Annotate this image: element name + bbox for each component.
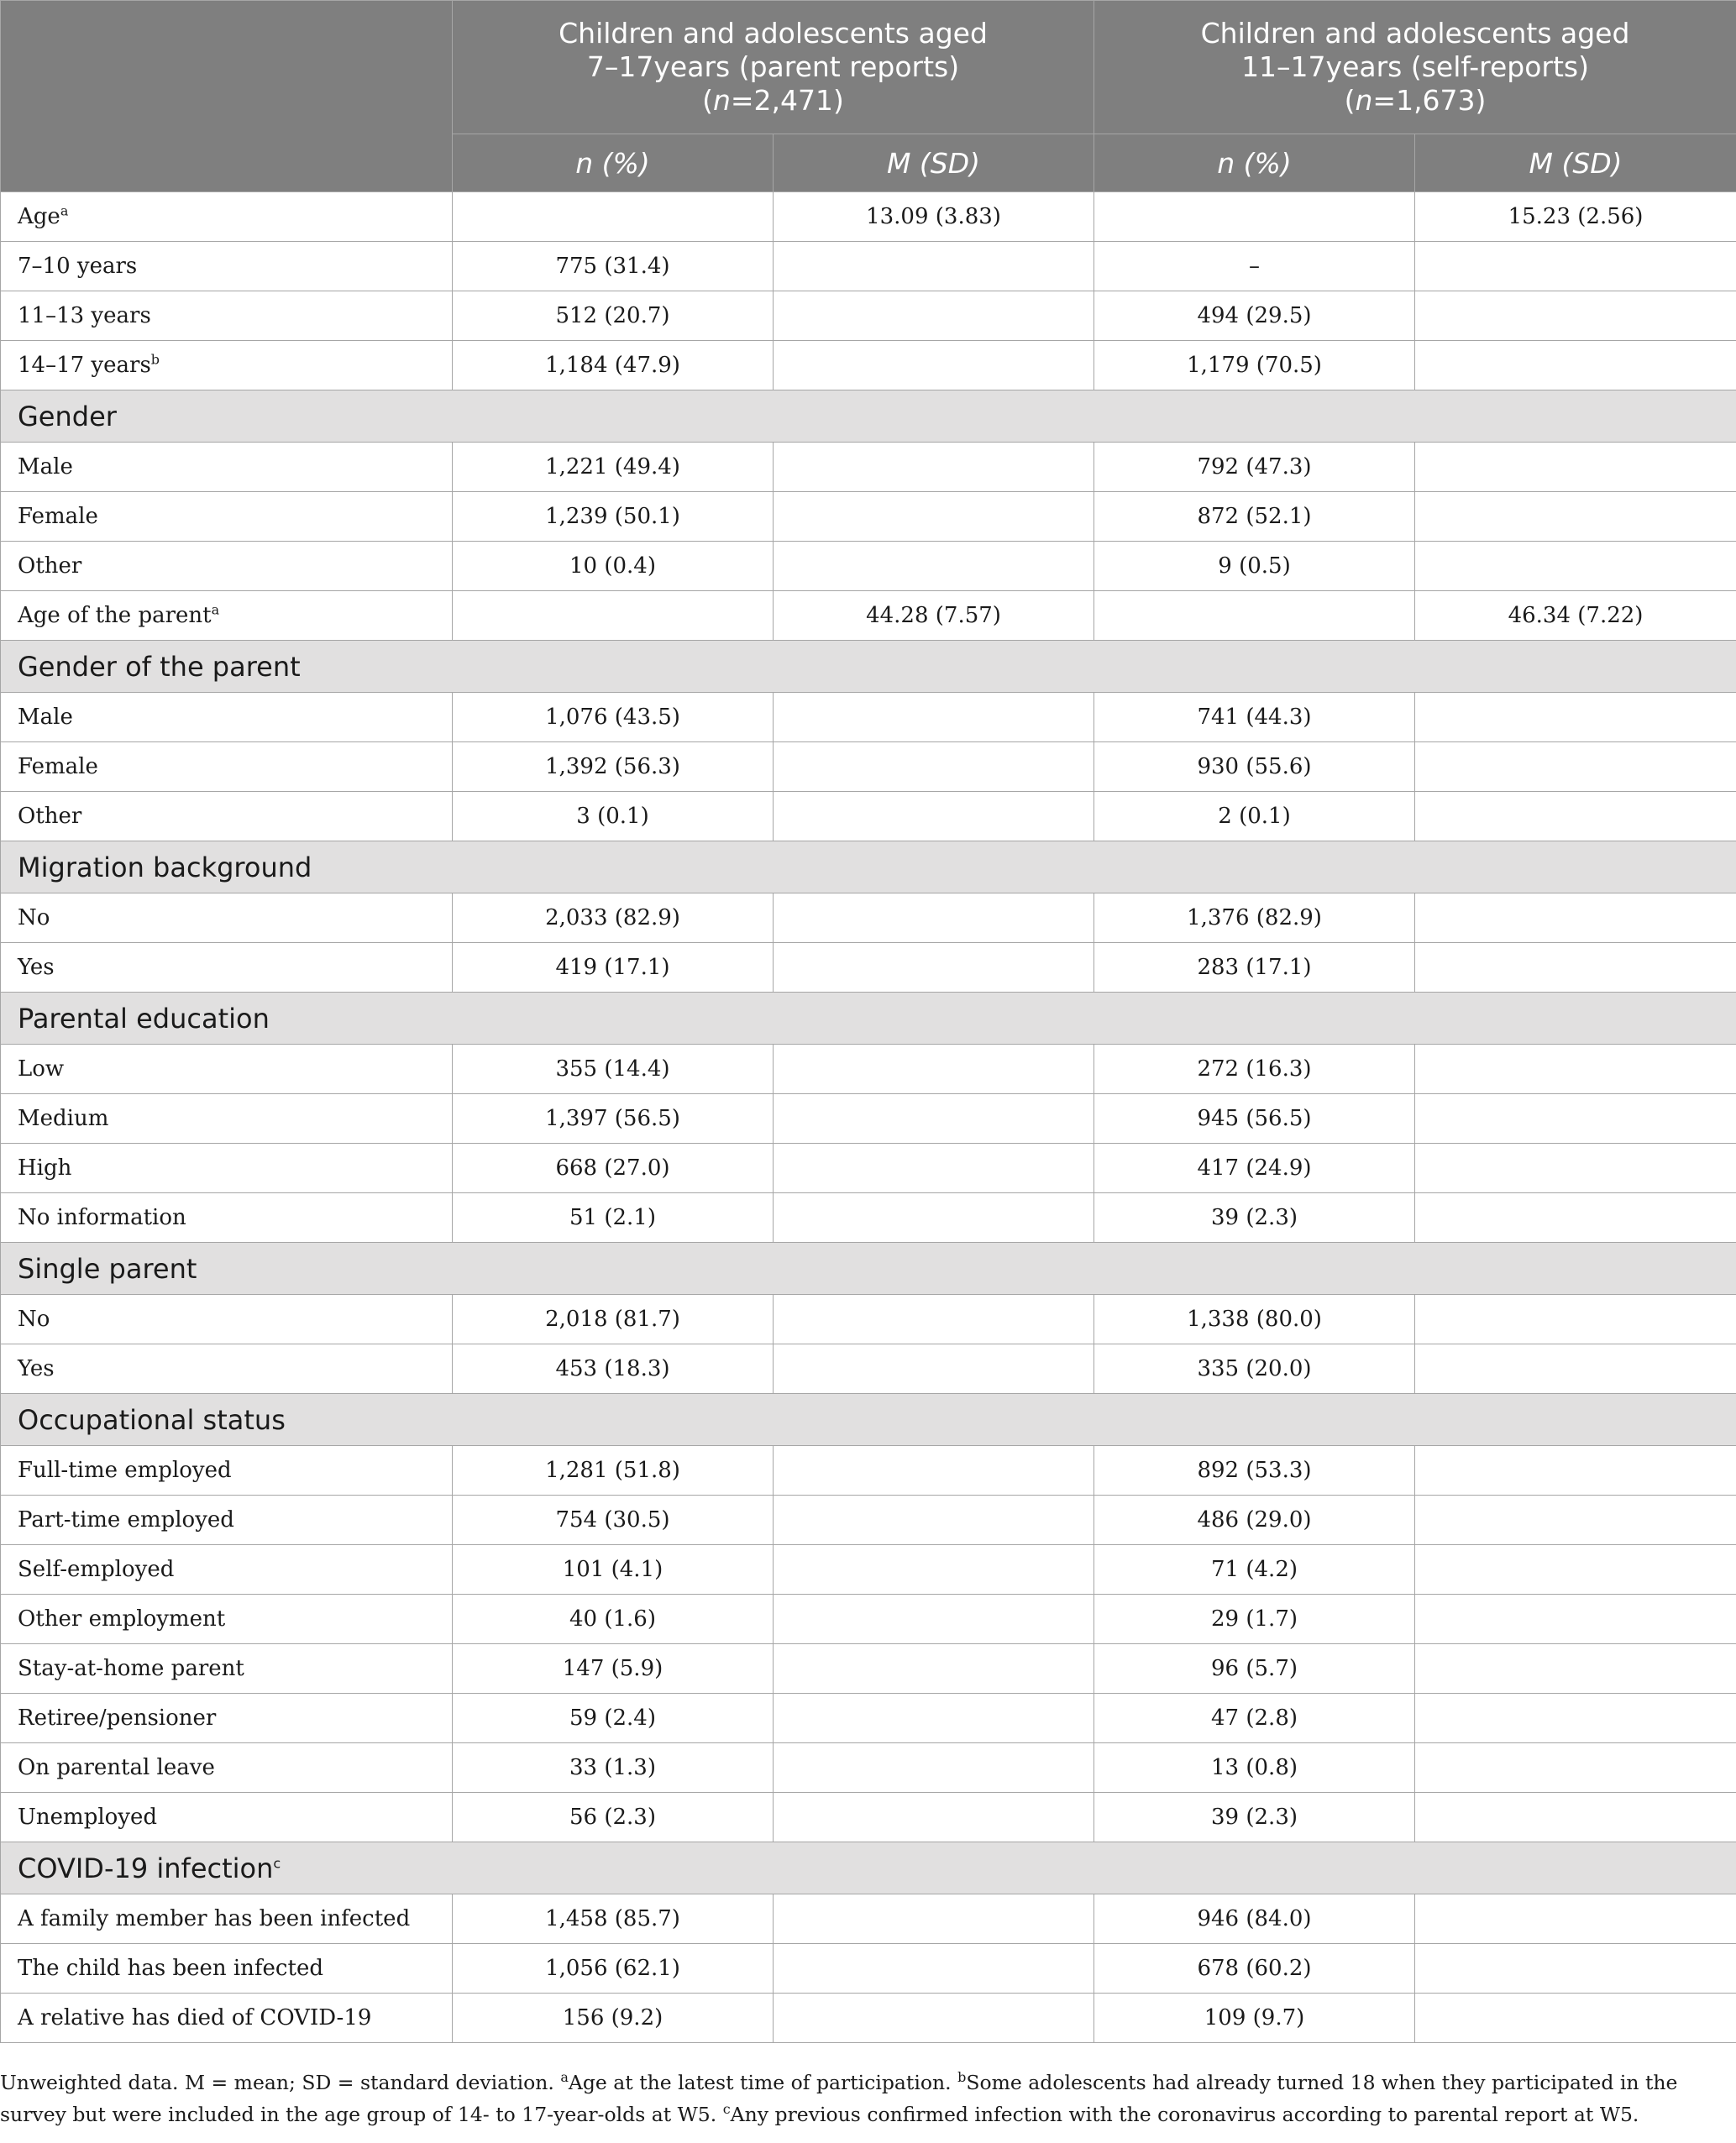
table-row	[1, 1045, 1736, 1094]
table-cell: 13.09 (3.83)	[774, 192, 1094, 242]
section-label: Gender	[18, 400, 117, 432]
row-label: 14–17 years	[18, 353, 151, 378]
table-row	[1, 1743, 1736, 1793]
table-cell	[1415, 693, 1736, 742]
table-cell	[774, 291, 1094, 341]
table-cell	[1415, 1994, 1736, 2043]
table-cell: 741 (44.3)	[1094, 693, 1415, 742]
table-cell	[774, 1793, 1094, 1842]
row-label: No	[18, 1307, 50, 1332]
table-cell	[1415, 542, 1736, 591]
table-cell: 47 (2.8)	[1094, 1694, 1415, 1743]
table-cell	[1415, 443, 1736, 492]
group2-n: (n=1,673)	[1344, 84, 1487, 117]
table-cell: 1,376 (82.9)	[1094, 893, 1415, 943]
table-row	[1, 742, 1736, 792]
row-label: Female	[18, 504, 98, 529]
row-label-cell	[1, 291, 453, 341]
table-cell	[1415, 1595, 1736, 1644]
table-cell: 945 (56.5)	[1094, 1094, 1415, 1144]
row-label: High	[18, 1155, 72, 1181]
section-header-row	[1, 641, 1736, 693]
row-label: Medium	[18, 1106, 109, 1131]
row-label-cell	[1, 1743, 453, 1793]
row-label: Stay-at-home parent	[18, 1656, 244, 1681]
section-label: Occupational status	[18, 1403, 286, 1436]
section-label: Migration background	[18, 851, 312, 883]
table-cell: 1,179 (70.5)	[1094, 341, 1415, 390]
row-label-cell	[1, 792, 453, 841]
table-cell: 2,018 (81.7)	[453, 1295, 774, 1344]
table-row	[1, 1295, 1736, 1344]
row-label: Yes	[18, 1356, 55, 1381]
footnote-a-text: Age at the latest time of participation.	[568, 2071, 958, 2094]
row-label: Female	[18, 754, 98, 779]
table-cell	[774, 1094, 1094, 1144]
row-label: Full-time employed	[18, 1458, 232, 1483]
table-cell	[1094, 591, 1415, 641]
table-row	[1, 1644, 1736, 1694]
table-cell	[1415, 291, 1736, 341]
table-cell	[1415, 742, 1736, 792]
table-cell: 486 (29.0)	[1094, 1496, 1415, 1545]
row-label-cell	[1, 1944, 453, 1994]
table-cell	[1415, 1694, 1736, 1743]
row-label-cell	[1, 591, 453, 641]
table-row	[1, 1144, 1736, 1193]
table-cell	[774, 1994, 1094, 2043]
section-header	[1, 390, 1736, 443]
row-label-cell	[1, 1644, 453, 1694]
row-label: Age	[18, 204, 60, 229]
table-cell: 453 (18.3)	[453, 1344, 774, 1394]
row-label-cell	[1, 1894, 453, 1944]
table-cell: 792 (47.3)	[1094, 443, 1415, 492]
table-cell	[774, 893, 1094, 943]
table-cell: 419 (17.1)	[453, 943, 774, 993]
table-cell	[774, 792, 1094, 841]
table-row	[1, 542, 1736, 591]
group1-n-value: =2,471	[730, 84, 834, 117]
row-label: No	[18, 905, 50, 930]
table-cell	[774, 943, 1094, 993]
row-label: Male	[18, 705, 73, 730]
section-label: COVID-19 infection	[18, 1852, 274, 1884]
row-label: Retiree/pensioner	[18, 1705, 217, 1731]
table-cell	[774, 1045, 1094, 1094]
section-header-row	[1, 1394, 1736, 1446]
table-row	[1, 1545, 1736, 1595]
group1-n-symbol: n	[712, 84, 731, 117]
table-row	[1, 242, 1736, 291]
table-row	[1, 492, 1736, 542]
table-row	[1, 591, 1736, 641]
table-cell	[774, 1694, 1094, 1743]
table-cell	[1415, 1793, 1736, 1842]
table-cell	[774, 1595, 1094, 1644]
table-cell: 946 (84.0)	[1094, 1894, 1415, 1944]
table-cell	[1415, 1944, 1736, 1994]
group2-line2: 11–17years (self-reports)	[1241, 50, 1589, 83]
table-row	[1, 1894, 1736, 1944]
table-cell	[1415, 943, 1736, 993]
table-row	[1, 792, 1736, 841]
table-cell	[1415, 792, 1736, 841]
row-label-cell	[1, 192, 453, 242]
table-cell: 355 (14.4)	[453, 1045, 774, 1094]
table-cell: 754 (30.5)	[453, 1496, 774, 1545]
section-header-row	[1, 1243, 1736, 1295]
table-cell	[1415, 341, 1736, 390]
row-label: 11–13 years	[18, 303, 151, 328]
table-cell: 96 (5.7)	[1094, 1644, 1415, 1694]
row-label-cell	[1, 1094, 453, 1144]
table-cell: 101 (4.1)	[453, 1545, 774, 1595]
footnote-a-marker: a	[560, 2069, 569, 2086]
header-group-self-reports	[1094, 1, 1736, 134]
table-cell	[774, 1446, 1094, 1496]
row-label: Yes	[18, 955, 55, 980]
table-row	[1, 1944, 1736, 1994]
group1-line2: 7–17years (parent reports)	[586, 50, 960, 83]
table-cell	[774, 1743, 1094, 1793]
table-cell: 9 (0.5)	[1094, 542, 1415, 591]
table-cell	[774, 1344, 1094, 1394]
row-label-cell	[1, 893, 453, 943]
table-cell	[1415, 1894, 1736, 1944]
section-header	[1, 841, 1736, 893]
footnote-c-marker: c	[722, 2101, 731, 2118]
table-row	[1, 1694, 1736, 1743]
table-cell	[1415, 1545, 1736, 1595]
row-label-cell	[1, 693, 453, 742]
table-cell: 2,033 (82.9)	[453, 893, 774, 943]
section-header-row	[1, 1842, 1736, 1894]
footnote-marker: a	[211, 601, 220, 618]
table-cell: 156 (9.2)	[453, 1994, 774, 2043]
table-cell	[453, 591, 774, 641]
table-cell	[774, 693, 1094, 742]
table-row	[1, 693, 1736, 742]
footnote-lead: Unweighted data. M = mean; SD = standard deviation.	[0, 2071, 561, 2094]
table-cell	[1415, 1344, 1736, 1394]
section-header-row	[1, 993, 1736, 1045]
table-cell: 1,458 (85.7)	[453, 1894, 774, 1944]
table-cell: 29 (1.7)	[1094, 1595, 1415, 1644]
table-row	[1, 1994, 1736, 2043]
row-label: On parental leave	[18, 1755, 215, 1780]
table-cell	[774, 443, 1094, 492]
section-header	[1, 641, 1736, 693]
table-row	[1, 1094, 1736, 1144]
table-cell: 892 (53.3)	[1094, 1446, 1415, 1496]
table-cell	[774, 1144, 1094, 1193]
table-cell	[1415, 1446, 1736, 1496]
row-label: Male	[18, 454, 73, 479]
section-header	[1, 1243, 1736, 1295]
row-label: Age of the parent	[18, 603, 212, 628]
row-label: No information	[18, 1205, 186, 1230]
row-label: Other employment	[18, 1606, 226, 1632]
section-header	[1, 993, 1736, 1045]
subheader-n-pct-self: n (%)	[1094, 134, 1415, 192]
table-cell: 71 (4.2)	[1094, 1545, 1415, 1595]
table-cell: –	[1094, 242, 1415, 291]
table-row	[1, 1446, 1736, 1496]
row-label: Other	[18, 553, 82, 579]
table-cell: 512 (20.7)	[453, 291, 774, 341]
table-cell	[774, 1944, 1094, 1994]
table-cell	[774, 1894, 1094, 1944]
table-cell: 51 (2.1)	[453, 1193, 774, 1243]
table-cell: 59 (2.4)	[453, 1694, 774, 1743]
group1-line1: Children and adolescents aged	[559, 17, 988, 50]
table-cell: 1,392 (56.3)	[453, 742, 774, 792]
row-label-cell	[1, 1496, 453, 1545]
row-label-cell	[1, 943, 453, 993]
group1-n: (n=2,471)	[702, 84, 844, 117]
row-label-cell	[1, 542, 453, 591]
table-cell: 1,056 (62.1)	[453, 1944, 774, 1994]
row-label: Low	[18, 1056, 65, 1082]
table-cell	[774, 742, 1094, 792]
group2-line1: Children and adolescents aged	[1200, 17, 1630, 50]
table-row	[1, 1496, 1736, 1545]
table-cell: 15.23 (2.56)	[1415, 192, 1736, 242]
table-cell	[1415, 1094, 1736, 1144]
row-label-cell	[1, 742, 453, 792]
row-label-cell	[1, 1994, 453, 2043]
row-label-cell	[1, 1694, 453, 1743]
table-cell: 10 (0.4)	[453, 542, 774, 591]
row-label-cell	[1, 1446, 453, 1496]
row-label-cell	[1, 1045, 453, 1094]
table-cell: 272 (16.3)	[1094, 1045, 1415, 1094]
row-label-cell	[1, 1344, 453, 1394]
table-cell	[1094, 192, 1415, 242]
table-cell	[1415, 1644, 1736, 1694]
row-label-cell	[1, 1595, 453, 1644]
table-cell: 678 (60.2)	[1094, 1944, 1415, 1994]
section-header-row	[1, 841, 1736, 893]
table-cell: 13 (0.8)	[1094, 1743, 1415, 1793]
table-cell: 109 (9.7)	[1094, 1994, 1415, 2043]
group2-n-value: =1,673	[1372, 84, 1476, 117]
row-label-cell	[1, 1545, 453, 1595]
table-row	[1, 1193, 1736, 1243]
table-row	[1, 291, 1736, 341]
table-cell	[774, 1644, 1094, 1694]
table-cell: 668 (27.0)	[453, 1144, 774, 1193]
table-cell: 872 (52.1)	[1094, 492, 1415, 542]
table-cell	[774, 1545, 1094, 1595]
footnote-b-marker: b	[957, 2069, 967, 2086]
table-cell: 283 (17.1)	[1094, 943, 1415, 993]
row-label: The child has been infected	[18, 1956, 323, 1981]
row-label: Other	[18, 804, 82, 829]
table-row	[1, 443, 1736, 492]
table-row	[1, 943, 1736, 993]
header-group-parent-reports	[453, 1, 1094, 134]
row-label: A family member has been infected	[18, 1906, 411, 1931]
group2-n-symbol: n	[1355, 84, 1373, 117]
table-cell: 39 (2.3)	[1094, 1793, 1415, 1842]
table-cell: 1,397 (56.5)	[453, 1094, 774, 1144]
row-label: Part-time employed	[18, 1507, 234, 1533]
table-row	[1, 1595, 1736, 1644]
table-cell	[774, 341, 1094, 390]
table-cell	[1415, 893, 1736, 943]
table-cell	[1415, 242, 1736, 291]
table-cell: 33 (1.3)	[453, 1743, 774, 1793]
table-cell	[1415, 492, 1736, 542]
table-cell	[774, 492, 1094, 542]
table-cell: 46.34 (7.22)	[1415, 591, 1736, 641]
table-cell	[774, 1496, 1094, 1545]
table-cell: 40 (1.6)	[453, 1595, 774, 1644]
footnote-marker: c	[273, 1854, 281, 1871]
table-cell	[1415, 1295, 1736, 1344]
subheader-n-pct-parent: n (%)	[453, 134, 774, 192]
table-cell: 417 (24.9)	[1094, 1144, 1415, 1193]
table-cell	[774, 1295, 1094, 1344]
table-cell	[1415, 1193, 1736, 1243]
footnote-b-text: Some adolescents had already turned 18 when they participated in the survey but were included in the age group of 14- to 17-year-olds at W5.	[0, 2071, 1678, 2126]
table-row	[1, 192, 1736, 242]
table-cell	[1415, 1144, 1736, 1193]
table-body	[1, 192, 1736, 2043]
section-header	[1, 1842, 1736, 1894]
table-cell: 1,338 (80.0)	[1094, 1295, 1415, 1344]
table-cell	[774, 242, 1094, 291]
section-header-row	[1, 390, 1736, 443]
table-cell: 147 (5.9)	[453, 1644, 774, 1694]
table-cell	[453, 192, 774, 242]
row-label-cell	[1, 341, 453, 390]
table-cell: 775 (31.4)	[453, 242, 774, 291]
table-cell	[774, 542, 1094, 591]
row-label-cell	[1, 1193, 453, 1243]
table-cell	[774, 1193, 1094, 1243]
table-cell: 39 (2.3)	[1094, 1193, 1415, 1243]
table-cell: 1,239 (50.1)	[453, 492, 774, 542]
section-label: Single parent	[18, 1252, 197, 1285]
subheader-m-sd-parent: M (SD)	[774, 134, 1094, 192]
table-cell: 44.28 (7.57)	[774, 591, 1094, 641]
header-corner	[1, 1, 453, 192]
row-label-cell	[1, 1295, 453, 1344]
table-cell: 335 (20.0)	[1094, 1344, 1415, 1394]
table-cell: 1,281 (51.8)	[453, 1446, 774, 1496]
table-cell: 1,076 (43.5)	[453, 693, 774, 742]
footnote-marker: a	[60, 202, 69, 219]
table-cell: 3 (0.1)	[453, 792, 774, 841]
section-label: Parental education	[18, 1002, 270, 1035]
table-cell	[1415, 1045, 1736, 1094]
table-cell: 494 (29.5)	[1094, 291, 1415, 341]
section-label: Gender of the parent	[18, 650, 301, 683]
table-cell	[1415, 1496, 1736, 1545]
row-label-cell	[1, 443, 453, 492]
footnote-c-text: Any previous confirmed infection with the coronavirus according to parental report at W5.	[730, 2103, 1639, 2126]
subheader-m-sd-self: M (SD)	[1415, 134, 1736, 192]
table-row	[1, 1793, 1736, 1842]
row-label-cell	[1, 492, 453, 542]
row-label: A relative has died of COVID-19	[18, 2005, 372, 2030]
row-label: 7–10 years	[18, 254, 138, 279]
table-cell	[1415, 1743, 1736, 1793]
footnote-marker: b	[150, 351, 160, 368]
table-footnote	[0, 2067, 1730, 2130]
row-label: Unemployed	[18, 1805, 158, 1830]
header-row-groups	[1, 1, 1736, 134]
table-cell: 2 (0.1)	[1094, 792, 1415, 841]
table-row	[1, 1344, 1736, 1394]
table-cell: 56 (2.3)	[453, 1793, 774, 1842]
section-header	[1, 1394, 1736, 1446]
row-label: Self-employed	[18, 1557, 175, 1582]
table-cell: 930 (55.6)	[1094, 742, 1415, 792]
table-row	[1, 893, 1736, 943]
table-cell: 1,184 (47.9)	[453, 341, 774, 390]
row-label-cell	[1, 242, 453, 291]
table-cell: 1,221 (49.4)	[453, 443, 774, 492]
table-row	[1, 341, 1736, 390]
row-label-cell	[1, 1144, 453, 1193]
row-label-cell	[1, 1793, 453, 1842]
